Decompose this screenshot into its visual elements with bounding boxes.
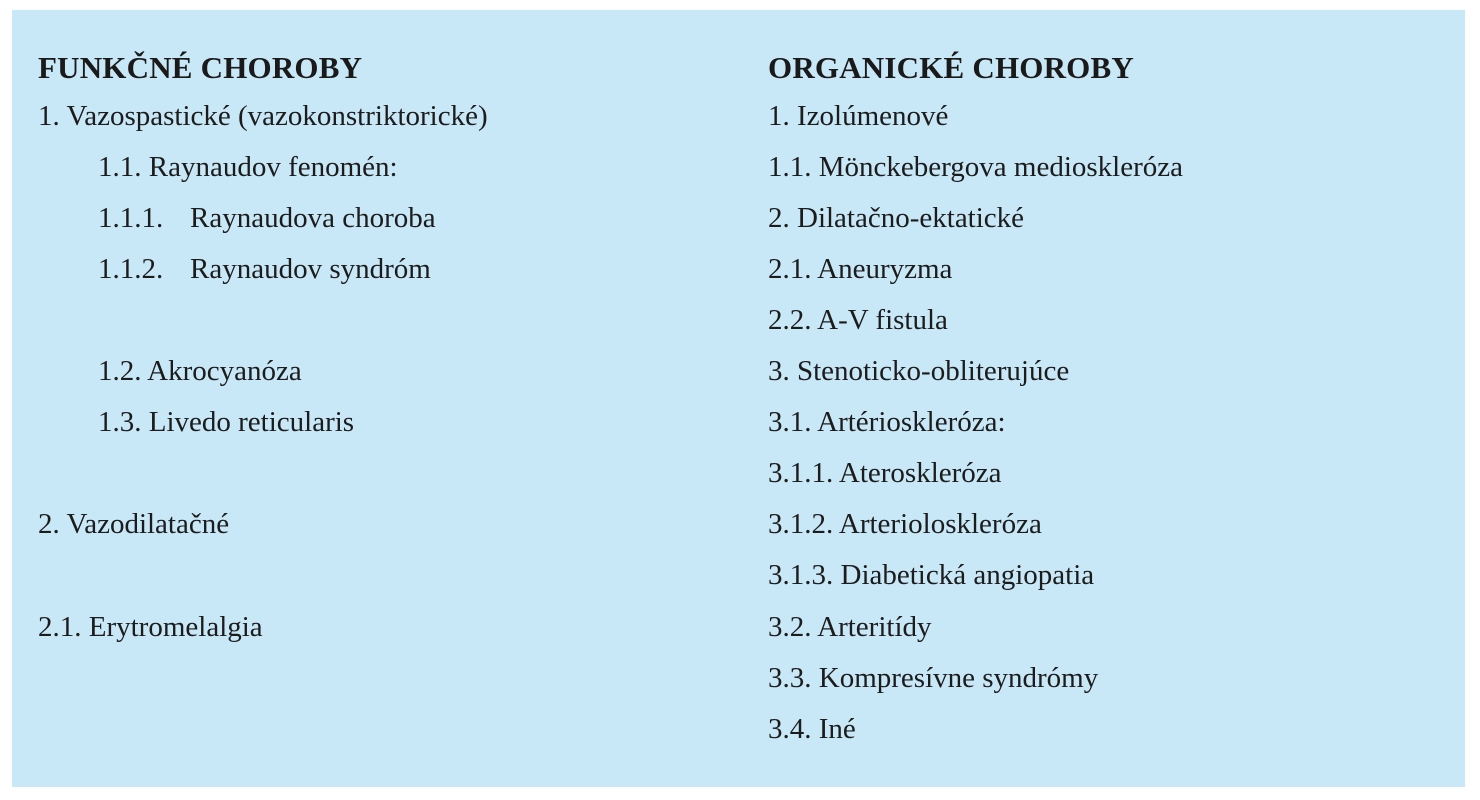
organic-diseases-heading: ORGANICKÉ CHOROBY <box>768 50 1134 85</box>
list-item-livedo-reticularis: 1.3. Livedo reticularis <box>98 406 355 438</box>
list-item-erythromelalgia: 2.1. Erytromelalgia <box>38 611 263 643</box>
list-item-stenotic-obliterating: 3. Stenoticko-obliterujúce <box>768 355 1070 387</box>
list-item-vasodilatative: 2. Vazodilatačné <box>38 508 230 540</box>
list-item-raynaud-disease <box>98 204 436 233</box>
list-item-arteriolosclerosis: 3.1.2. Arterioloskleróza <box>768 508 1042 540</box>
list-item-aneurysm: 2.1. Aneuryzma <box>768 253 953 285</box>
list-item-compression-syndromes: 3.3. Kompresívne syndrómy <box>768 662 1099 694</box>
list-item-raynaud-phenomenon: 1.1. Raynaudov fenomén: <box>98 151 398 183</box>
functional-diseases-heading: FUNKČNÉ CHOROBY <box>38 50 363 85</box>
list-item-label: Raynaudov syndróm <box>190 253 431 285</box>
list-item-arteritides: 3.2. Arteritídy <box>768 611 932 643</box>
list-item-label: Raynaudova choroba <box>190 202 436 234</box>
list-item-vasospastic: 1. Vazospastické (vazokonstriktorické) <box>38 100 488 132</box>
list-item-dilatative-ectatic: 2. Dilatačno-ektatické <box>768 202 1025 234</box>
classification-table <box>12 10 1465 787</box>
list-item-arteriosclerosis: 3.1. Artérioskleróza: <box>768 406 1006 438</box>
list-item-isolumenal: 1. Izolúmenové <box>768 100 949 132</box>
list-item-number: 1.1.2. <box>98 253 164 285</box>
list-item-atherosclerosis: 3.1.1. Ateroskleróza <box>768 457 1002 489</box>
list-item-monckeberg: 1.1. Mönckebergova medioskleróza <box>768 151 1184 183</box>
list-item-other: 3.4. Iné <box>768 713 856 745</box>
list-item-diabetic-angiopathy: 3.1.3. Diabetická angiopatia <box>768 559 1095 591</box>
list-item-acrocyanosis: 1.2. Akrocyanóza <box>98 355 302 387</box>
list-item-av-fistula: 2.2. A-V fistula <box>768 304 948 336</box>
list-item-raynaud-syndrome <box>98 255 431 284</box>
list-item-number: 1.1.1. <box>98 202 164 234</box>
